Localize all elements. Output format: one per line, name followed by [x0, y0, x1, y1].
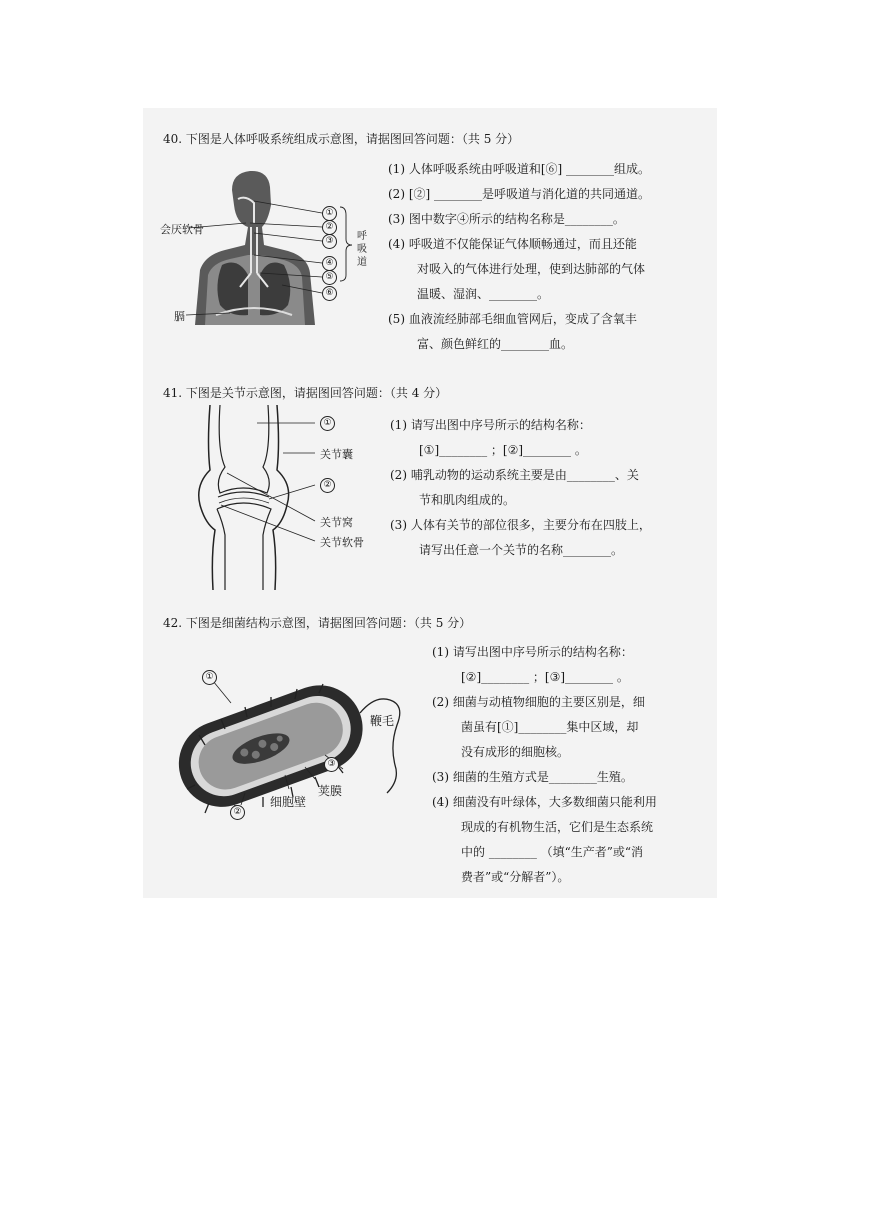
q42-questions: [432, 640, 702, 890]
q40-item: 富、颜色鲜红的________血。: [417, 337, 574, 351]
q42-label-2: ②: [230, 805, 245, 820]
q40-item: (1) 人体呼吸系统由呼吸道和[⑥] ________组成。: [388, 162, 650, 176]
q40-epiglottis-label: 会厌软骨: [160, 223, 204, 236]
q42-item: 菌虽有[①]________集中区域，却: [461, 720, 639, 734]
q41-questions: [390, 413, 710, 563]
q41-item: (2) 哺乳动物的运动系统主要是由________、关: [390, 468, 639, 482]
q41-item: (3) 人体有关节的部位很多，主要分布在四肢上，: [390, 518, 651, 532]
q40-item: (4) 呼吸道不仅能保证气体顺畅通过，而且还能: [388, 237, 637, 251]
q42-item: (1) 请写出图中序号所示的结构名称：: [432, 645, 633, 659]
q40-item: 温暖、湿润、________。: [417, 287, 550, 301]
q42-title: 42. 下图是细菌结构示意图，请据图回答问题：（共 5 分）: [163, 616, 472, 630]
q40-item: (5) 血液流经肺部毛细血管网后，变成了含氧丰: [388, 312, 637, 326]
q42-capsule-label: 荚膜: [318, 784, 343, 798]
q40-questions: [388, 157, 708, 357]
q42-label-1: ①: [202, 670, 217, 685]
q40-label-1: ①: [322, 206, 337, 221]
q40-label-5: ⑤: [322, 270, 337, 285]
q40-title: 40. 下图是人体呼吸系统组成示意图，请据图回答问题：（共 5 分）: [163, 132, 520, 146]
q42-item: 现成的有机物生活，它们是生态系统: [461, 820, 654, 834]
q40-respiratory-tract-label: 呼吸道: [357, 231, 367, 268]
q41-item: 节和肌肉组成的。: [419, 493, 516, 507]
q41-socket-label: 关节窝: [320, 516, 353, 529]
q42-item: 没有成形的细胞核。: [461, 745, 570, 759]
q42-cell-wall-label: 细胞壁: [270, 795, 307, 809]
q41-label-2: ②: [320, 478, 335, 493]
q40-item: (3) 图中数字④所示的结构名称是________。: [388, 212, 625, 226]
q42-item: 费者”或“分解者”）。: [461, 870, 570, 884]
q41-cartilage-label: 关节软骨: [320, 536, 364, 549]
q42-flagellum-label: 鞭毛: [370, 714, 395, 728]
q40-item: (2) [②] ________是呼吸道与消化道的共同通道。: [388, 187, 650, 201]
q41-item: 请写出任意一个关节的名称________。: [419, 543, 624, 557]
q42-item: (3) 细菌的生殖方式是________生殖。: [432, 770, 633, 784]
q41-item: (1) 请写出图中序号所示的结构名称：: [390, 418, 591, 432]
q41-title: 41. 下图是关节示意图，请据图回答问题：（共 4 分）: [163, 386, 448, 400]
q42-item: (4) 细菌没有叶绿体，大多数细菌只能利用: [432, 795, 657, 809]
q40-diaphragm-label: 膈: [174, 310, 185, 323]
q40-item: 对吸入的气体进行处理，使到达肺部的气体: [417, 262, 646, 276]
joint-figure: [185, 405, 375, 590]
q42-item: 中的 ________ （填“生产者”或“消: [461, 845, 644, 859]
q41-capsule-label: 关节囊: [320, 448, 353, 461]
q42-label-3: ③: [324, 757, 339, 772]
q42-item: (2) 细菌与动植物细胞的主要区别是，细: [432, 695, 645, 709]
q40-label-6: ⑥: [322, 286, 337, 301]
q40-label-2: ②: [322, 220, 337, 235]
q40-label-4: ④: [322, 256, 337, 271]
q40-label-3: ③: [322, 234, 337, 249]
q42-item: [②]________ ；[③]________ 。: [461, 670, 629, 684]
q41-item: [①]________ ；[②]________ 。: [419, 443, 587, 457]
q41-label-1: ①: [320, 416, 335, 431]
